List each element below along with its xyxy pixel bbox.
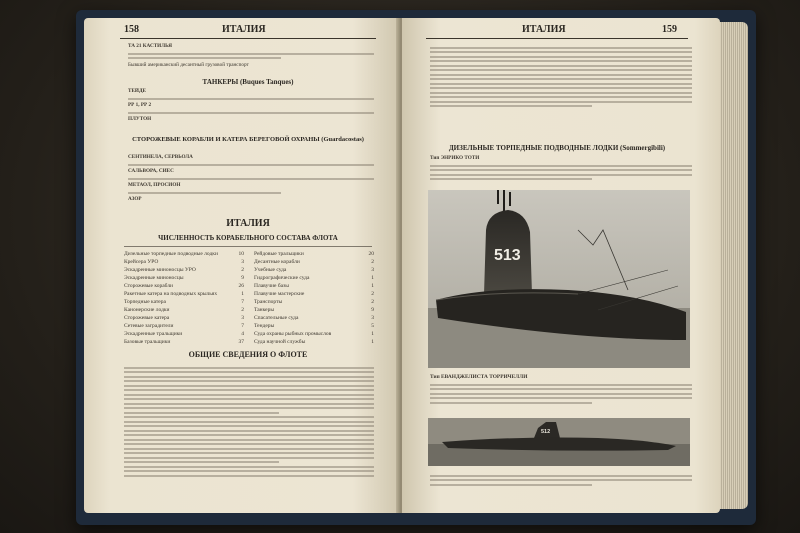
fleet-row: Рейдовые тральщики 20 <box>254 251 374 257</box>
left-header-rule <box>120 38 376 39</box>
section-tankers-title: ТАНКЕРЫ (Buques Tanques) <box>202 78 294 86</box>
hull-number-512: 512 <box>541 429 551 435</box>
fleet-table-right <box>254 250 374 346</box>
patrol-line-4: АЗОР <box>128 196 142 202</box>
fleet-table-rule <box>124 246 372 247</box>
fleet-row: Базовые тральщики 37 <box>124 339 244 345</box>
intro-line-2: Бывший американский десантный грузовой транспорт <box>128 61 249 68</box>
patrol-block <box>128 154 374 203</box>
intro-line-1: ТА 21 КАСТИЛЬЯ <box>128 43 172 49</box>
fleet-row: Суда охраны рыбных промыслов 1 <box>254 331 374 337</box>
fleet-row: Торпедные катера 7 <box>124 299 244 305</box>
general-info-body <box>124 364 374 479</box>
fleet-row: Танкеры 9 <box>254 307 374 313</box>
submarine-photo-1-image <box>428 190 690 368</box>
submarine-photo-2 <box>428 418 690 466</box>
general-info-title: ОБЩИЕ СВЕДЕНИЯ О ФЛОТЕ <box>188 350 308 359</box>
right-intro-body <box>430 44 692 110</box>
tanker-line-1: ТЕЙДЕ <box>128 88 146 94</box>
left-page <box>84 18 400 513</box>
fleet-table-left <box>124 250 244 346</box>
fleet-row: Эскадренные миноносцы 9 <box>124 275 244 281</box>
fleet-row: Канонерские лодки 2 <box>124 307 244 313</box>
fleet-row: Десантные корабли 2 <box>254 259 374 265</box>
fleet-row: Эскадренные миноносцы УРО 2 <box>124 267 244 273</box>
country-title: ИТАЛИЯ <box>226 218 270 229</box>
submarine-first-line: Тип ЭНРИКО ТОТИ <box>430 155 480 161</box>
fleet-row: Транспорты 2 <box>254 299 374 305</box>
fleet-row: Плавучие базы 1 <box>254 283 374 289</box>
fleet-row: Спасательные суда 3 <box>254 315 374 321</box>
page-edges <box>720 22 748 509</box>
fleet-row: Тендеры 5 <box>254 323 374 329</box>
fleet-strength-title: ЧИСЛЕННОСТЬ КОРАБЕЛЬНОГО СОСТАВА ФЛОТА <box>158 234 338 242</box>
section-patrol-title: СТОРОЖЕВЫЕ КОРАБЛИ И КАТЕРА БЕРЕГОВОЙ ОХРАНЫ (Guardacostas) <box>132 136 364 143</box>
hull-number-513: 513 <box>494 247 521 264</box>
left-intro-block <box>128 43 374 69</box>
right-page-number: 159 <box>662 24 677 35</box>
left-running-head: ИТАЛИЯ <box>222 24 266 35</box>
left-page-number: 158 <box>124 24 139 35</box>
patrol-line-1: СЕНТИНЕЛА, СЕРВЬОЛА <box>128 154 193 160</box>
tanker-line-3: ПЛУТОН <box>128 116 152 122</box>
fleet-row: Эскадренные тральщики 4 <box>124 331 244 337</box>
caption-lead: Тип ЕВАНДЖЕЛИСТА ТОРРИЧЕЛЛИ <box>430 374 528 380</box>
right-running-head: ИТАЛИЯ <box>522 24 566 35</box>
fleet-row: Плавучие мастерские 2 <box>254 291 374 297</box>
right-header-rule <box>426 38 688 39</box>
right-footer-body <box>430 472 692 488</box>
submarine-section-title: ДИЗЕЛЬНЫЕ ТОРПЕДНЫЕ ПОДВОДНЫЕ ЛОДКИ (Sommergibili) <box>448 144 666 152</box>
fleet-row: Сетевые заградители 7 <box>124 323 244 329</box>
fleet-row: Дизельные торпедные подводные лодки 10 <box>124 251 244 257</box>
right-page <box>402 18 720 513</box>
patrol-line-3: МЕТАОЛ, ПРОСИОН <box>128 182 181 188</box>
fleet-row: Ракетные катера на подводных крыльях 1 <box>124 291 244 297</box>
tanker-line-2: РР 1, РР 2 <box>128 102 152 108</box>
fleet-row: Сторожевые катера 3 <box>124 315 244 321</box>
fleet-row: Гидрографические суда 1 <box>254 275 374 281</box>
submarine-desc <box>430 155 692 183</box>
submarine-photo-2-image <box>428 418 690 466</box>
fleet-row: Крейсера УРО 3 <box>124 259 244 265</box>
fleet-row: Учебные суда 3 <box>254 267 374 273</box>
torricelli-caption <box>430 374 692 406</box>
fleet-row: Суда научной службы 1 <box>254 339 374 345</box>
patrol-line-2: САЛЬВОРА, СИЕС <box>128 168 174 174</box>
tankers-block <box>128 88 374 123</box>
submarine-photo-1 <box>428 190 690 368</box>
fleet-row: Сторожевые корабли 26 <box>124 283 244 289</box>
